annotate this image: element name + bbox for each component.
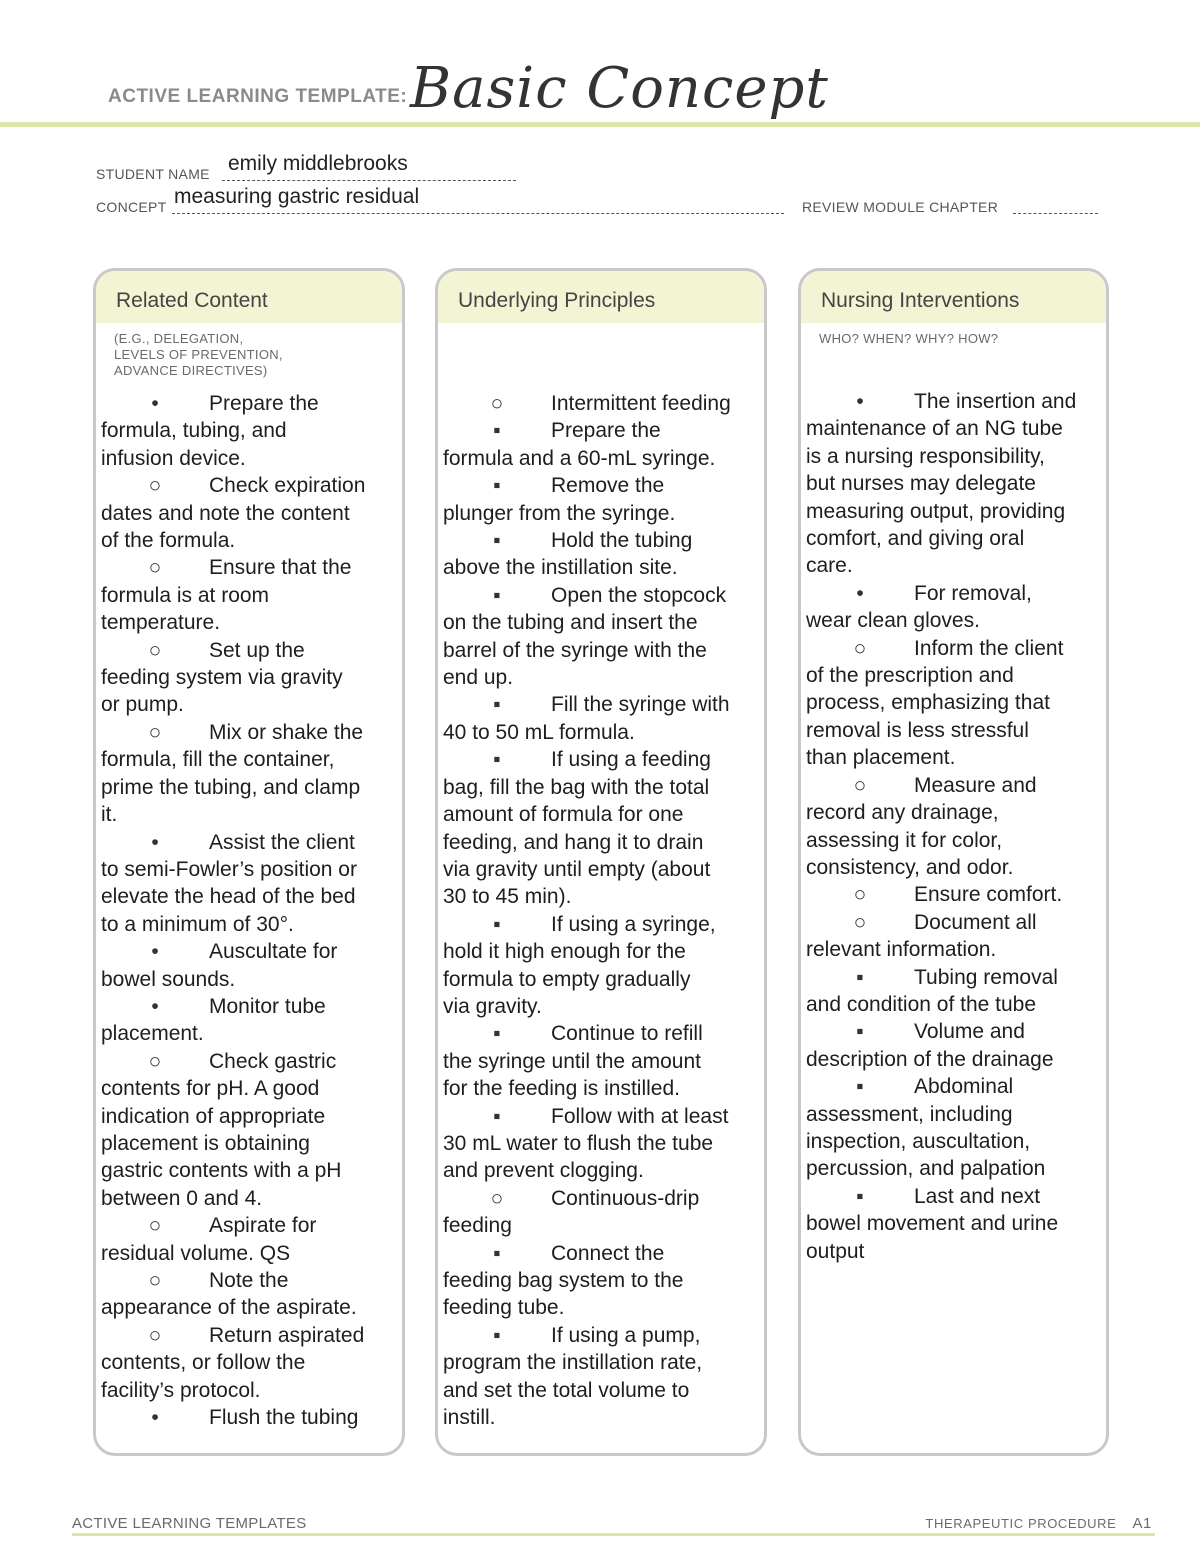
bullet-circle-icon: ○ [148,1269,162,1292]
list-line [101,1020,394,1047]
list-line [443,801,756,828]
bullet-circle-icon: ○ [853,773,867,797]
list-line-text: If using a syringe, [551,912,716,936]
list-line [806,470,1098,497]
list-line [443,1103,756,1130]
list-line-text: Flush the tubing [209,1406,359,1430]
list-line-text: program the instillation rate, [443,1351,703,1375]
list-line-text: If using a pump, [551,1323,701,1347]
list-line-text: maintenance of an NG tube [806,417,1063,441]
list-line-text: bowel movement and urine [806,1212,1059,1236]
list-line [806,744,1098,771]
list-line [806,635,1098,662]
footer-page-number: A1 [1132,1515,1152,1532]
list-line [443,966,756,993]
bullet-circle-icon: ○ [490,1186,504,1210]
related-content-list [101,390,394,1431]
list-line-text: formula to empty gradually [443,967,691,991]
list-line [443,1212,756,1239]
list-line-text: Document all [914,910,1037,934]
list-line-text: consistency, and odor. [806,855,1014,879]
list-line [101,774,394,801]
list-line [101,1212,394,1239]
list-line [101,1157,394,1184]
list-line [443,691,756,718]
list-line-text: or pump. [101,693,184,717]
list-line [443,609,756,636]
list-line [806,799,1098,826]
bullet-circle-icon: ○ [148,1214,162,1238]
list-line-text: placement. [101,1022,204,1046]
bullet-dot-icon: • [151,1406,159,1430]
list-line [101,1240,394,1267]
list-line-text: but nurses may delegate [806,472,1036,496]
underlying-principles-box [435,268,767,1456]
bullet-square-icon: ▪ [493,474,501,498]
bullet-circle-icon: ○ [853,883,867,907]
list-line-text: Open the stopcock [551,583,727,607]
bullet-circle-icon: ○ [853,636,867,660]
list-line-text: gastric contents with a pH [101,1159,342,1183]
list-line [443,938,756,965]
list-line [101,417,394,444]
list-line-text: to a minimum of 30°. [101,912,294,936]
list-line-text: Hold the tubing [551,529,693,553]
list-line-text: plunger from the syringe. [443,501,676,525]
list-line-text: feeding, and hang it to drain [443,830,704,854]
subtitle-line: LEVELS OF PREVENTION, [114,347,283,362]
footer-right [925,1515,1152,1532]
list-line [443,472,756,499]
list-line [443,664,756,691]
list-line-text: Connect the [551,1241,665,1265]
student-name-label: STUDENT NAME [96,166,210,182]
list-line-text: Aspirate for [209,1214,317,1238]
list-line-text: Prepare the [551,419,661,443]
list-line [806,525,1098,552]
list-line [806,1046,1098,1073]
list-line [806,854,1098,881]
list-line-text: than placement. [806,746,956,770]
bullet-dot-icon: • [151,392,159,415]
list-line [443,883,756,910]
list-line-text: amount of formula for one [443,803,684,827]
list-line-text: Mix or shake the [209,720,364,744]
list-line-text: Follow with at least [551,1104,729,1128]
list-line-text: feeding bag system to the [443,1269,684,1292]
list-line-text: removal is less stressful [806,718,1029,742]
bullet-square-icon: ▪ [493,912,501,936]
list-line-text: Set up the [209,638,305,662]
list-line-text: percussion, and palpation [806,1157,1046,1181]
related-content-subtitle [114,331,283,379]
list-line-text: indication of appropriate [101,1104,326,1128]
list-line-text: via gravity until empty (about [443,857,711,881]
list-line [806,827,1098,854]
list-line-text: Note the [209,1269,289,1292]
underlying-principles-title: Underlying Principles [458,289,656,312]
list-line-text: Continuous-drip [551,1186,700,1210]
list-line [101,664,394,691]
bullet-circle-icon: ○ [148,1049,162,1073]
list-line-text: facility’s protocol. [101,1378,261,1402]
list-line [101,746,394,773]
list-line [443,911,756,938]
list-line-text: record any drainage, [806,801,999,825]
subtitle-line: ADVANCE DIRECTIVES) [114,363,268,378]
list-line-text: temperature. [101,611,221,635]
list-line-text: 40 to 50 mL formula. [443,720,635,744]
list-line [101,554,394,581]
list-line-text: process, emphasizing that [806,691,1050,715]
list-line [443,746,756,773]
footer-rule [72,1533,1155,1536]
review-module-line [1013,213,1098,214]
list-line-text: Check expiration [209,474,366,498]
header-label: ACTIVE LEARNING TEMPLATE: [108,86,408,107]
nursing-interventions-box [798,268,1109,1456]
list-line [806,662,1098,689]
list-line-text: Monitor tube [209,994,326,1018]
concept-value[interactable]: measuring gastric residual [174,185,420,208]
list-line [101,1048,394,1075]
list-line-text: hold it high enough for the [443,940,686,964]
list-line [443,500,756,527]
bullet-square-icon: ▪ [493,583,501,607]
header-rule [0,122,1200,127]
bullet-square-icon: ▪ [856,965,864,989]
list-line-text: Last and next [914,1184,1041,1208]
list-line [101,801,394,828]
list-line-text: Fill the syringe with [551,693,730,717]
list-line [806,388,1098,415]
list-line-text: infusion device. [101,446,246,470]
list-line [806,498,1098,525]
list-line-text: for the feeding is instilled. [443,1077,680,1101]
list-line [806,415,1098,442]
list-line-text: Intermittent feeding [551,392,731,415]
list-line-text: Remove the [551,474,665,498]
list-line-text: feeding system via gravity [101,666,343,690]
list-line-text: it. [101,803,118,827]
list-line [443,1240,756,1267]
list-line [101,1267,394,1294]
list-line [443,1377,756,1404]
subtitle-line: (E.G., DELEGATION, [114,331,244,346]
list-line [443,1130,756,1157]
list-line [101,1404,394,1431]
list-line-text: dates and note the content [101,501,350,525]
bullet-square-icon: ▪ [856,1020,864,1044]
list-line-text: feeding tube. [443,1296,565,1320]
related-content-title: Related Content [116,289,268,312]
nursing-interventions-subtitle [819,331,998,347]
list-line-text: assessing it for color, [806,828,1003,852]
list-line [101,1103,394,1130]
list-line [443,856,756,883]
list-line-text: Abdominal [914,1075,1014,1099]
list-line-text: and prevent clogging. [443,1159,644,1183]
list-line [443,719,756,746]
bullet-dot-icon: • [856,390,864,413]
list-line-text: and condition of the tube [806,992,1037,1016]
list-line-text: the syringe until the amount [443,1049,701,1073]
list-line [101,856,394,883]
list-line [101,911,394,938]
list-line-text: formula, tubing, and [101,419,287,443]
list-line [806,607,1098,634]
list-line [806,1018,1098,1045]
list-line-text: wear clean gloves. [806,609,980,633]
list-line-text: For removal, [914,581,1032,605]
list-line-text: Inform the client [914,636,1064,660]
list-line-text: elevate the head of the bed [101,885,356,909]
page-header [0,0,1200,130]
list-line [443,554,756,581]
list-line [806,1183,1098,1210]
list-line [806,991,1098,1018]
list-line [443,390,756,417]
related-content-box [93,268,405,1456]
list-line-text: Tubing removal [914,965,1058,989]
bullet-square-icon: ▪ [493,1022,501,1046]
list-line-text: prime the tubing, and clamp [101,775,361,799]
footer-procedure: THERAPEUTIC PROCEDURE [925,1516,1117,1531]
list-line-text: formula is at room [101,583,270,607]
list-line [101,609,394,636]
list-line-text: is a nursing responsibility, [806,444,1045,468]
list-line-text: residual volume. QS [101,1241,291,1265]
bullet-square-icon: ▪ [493,419,501,443]
list-line-text: assessment, including [806,1102,1013,1126]
list-line [101,1322,394,1349]
list-line-text: Check gastric [209,1049,337,1073]
bullet-dot-icon: • [151,994,159,1018]
bullet-circle-icon: ○ [148,638,162,662]
nursing-interventions-title: Nursing Interventions [821,289,1020,312]
list-line-text: description of the drainage [806,1047,1054,1071]
list-line-text: barrel of the syringe with the [443,638,707,662]
list-line [806,909,1098,936]
list-line-text: contents, or follow the [101,1351,306,1375]
list-line [443,774,756,801]
list-line [443,1267,756,1294]
list-line [806,936,1098,963]
list-line [443,527,756,554]
list-line-text: formula and a 60-mL syringe. [443,446,716,470]
list-line-text: Auscultate for [209,940,338,964]
list-line-text: of the formula. [101,529,236,553]
page-title: Basic Concept [410,56,829,121]
concept-line [172,213,784,214]
list-line [101,472,394,499]
list-line-text: end up. [443,666,514,690]
list-line [101,390,394,417]
list-line [443,1404,756,1431]
list-line [443,582,756,609]
list-line [443,1185,756,1212]
list-line [806,717,1098,744]
list-line [806,1155,1098,1182]
bullet-circle-icon: ○ [148,1323,162,1347]
list-line [101,637,394,664]
bullet-square-icon: ▪ [493,748,501,772]
list-line-text: to semi-Fowler’s position or [101,857,357,881]
list-line [806,964,1098,991]
list-line [806,1210,1098,1237]
list-line-text: 30 to 45 min). [443,885,572,909]
student-name-line [222,180,516,181]
list-line [101,500,394,527]
list-line-text: on the tubing and insert the [443,611,698,635]
concept-label: CONCEPT [96,199,167,215]
list-line [101,883,394,910]
list-line [443,829,756,856]
list-line [443,1349,756,1376]
bullet-circle-icon: ○ [490,392,504,415]
list-line [443,445,756,472]
list-line-text: between 0 and 4. [101,1186,263,1210]
list-line-text: placement is obtaining [101,1131,310,1155]
review-module-label: REVIEW MODULE CHAPTER [802,199,999,215]
bullet-dot-icon: • [151,830,159,854]
list-line-text: formula, fill the container, [101,748,335,772]
list-line [806,552,1098,579]
bullet-square-icon: ▪ [493,1323,501,1347]
list-line [443,1294,756,1321]
list-line-text: inspection, auscultation, [806,1129,1031,1153]
list-line-text: instill. [443,1406,496,1430]
list-line-text: of the prescription and [806,664,1014,688]
list-line [806,689,1098,716]
list-line [806,772,1098,799]
list-line [101,938,394,965]
list-line [101,1377,394,1404]
bullet-square-icon: ▪ [493,1241,501,1265]
list-line-text: 30 mL water to flush the tube [443,1131,714,1155]
list-line-text: above the instillation site. [443,556,678,580]
list-line-text: Ensure that the [209,556,352,580]
list-line [806,1238,1098,1265]
underlying-principles-list [443,390,756,1431]
bullet-square-icon: ▪ [856,1075,864,1099]
bullet-square-icon: ▪ [493,1104,501,1128]
bullet-dot-icon: • [856,581,864,605]
list-line [101,1294,394,1321]
bullet-square-icon: ▪ [493,693,501,717]
nursing-interventions-list [806,388,1098,1265]
list-line-text: Continue to refill [551,1022,703,1046]
list-line [806,1101,1098,1128]
list-line [443,1020,756,1047]
list-line-text: The insertion and [914,390,1077,413]
list-line-text: If using a feeding [551,748,711,772]
list-line [806,580,1098,607]
list-line-text: appearance of the aspirate. [101,1296,357,1320]
bullet-square-icon: ▪ [856,1184,864,1208]
list-line [806,881,1098,908]
bullet-circle-icon: ○ [148,474,162,498]
list-line-text: bag, fill the bag with the total [443,775,710,799]
bullet-circle-icon: ○ [148,720,162,744]
list-line-text: Measure and [914,773,1037,797]
list-line-text: comfort, and giving oral [806,527,1025,551]
list-line [101,719,394,746]
list-line-text: Volume and [914,1020,1025,1044]
list-line [806,1128,1098,1155]
list-line [443,993,756,1020]
list-line [443,1322,756,1349]
list-line-text: Return aspirated [209,1323,365,1347]
list-line-text: care. [806,554,853,578]
list-line [101,1349,394,1376]
list-line-text: contents for pH. A good [101,1077,320,1101]
list-line-text: measuring output, providing [806,499,1066,523]
list-line [443,1157,756,1184]
list-line-text: feeding [443,1214,512,1238]
list-line [101,1075,394,1102]
list-line [101,829,394,856]
bullet-circle-icon: ○ [148,556,162,580]
list-line-text: and set the total volume to [443,1378,690,1402]
bullet-circle-icon: ○ [853,910,867,934]
list-line [101,582,394,609]
list-line [101,1130,394,1157]
list-line [443,1075,756,1102]
list-line [101,691,394,718]
list-line [806,1073,1098,1100]
list-line [101,445,394,472]
list-line [101,527,394,554]
list-line-text: via gravity. [443,994,542,1018]
list-line [101,993,394,1020]
list-line-text: relevant information. [806,938,997,962]
list-line [101,1185,394,1212]
list-line-text: Assist the client [209,830,355,854]
list-line [101,966,394,993]
footer-left: ACTIVE LEARNING TEMPLATES [72,1515,307,1532]
subtitle-line: WHO? WHEN? WHY? HOW? [819,331,999,346]
bullet-dot-icon: • [151,940,159,964]
list-line [806,443,1098,470]
list-line [443,637,756,664]
student-name-value[interactable]: emily middlebrooks [228,152,408,175]
list-line-text: Prepare the [209,392,319,415]
list-line-text: Ensure comfort. [914,883,1063,907]
list-line [443,417,756,444]
list-line-text: bowel sounds. [101,967,236,991]
list-line-text: output [806,1239,865,1263]
bullet-square-icon: ▪ [493,529,501,553]
list-line [443,1048,756,1075]
